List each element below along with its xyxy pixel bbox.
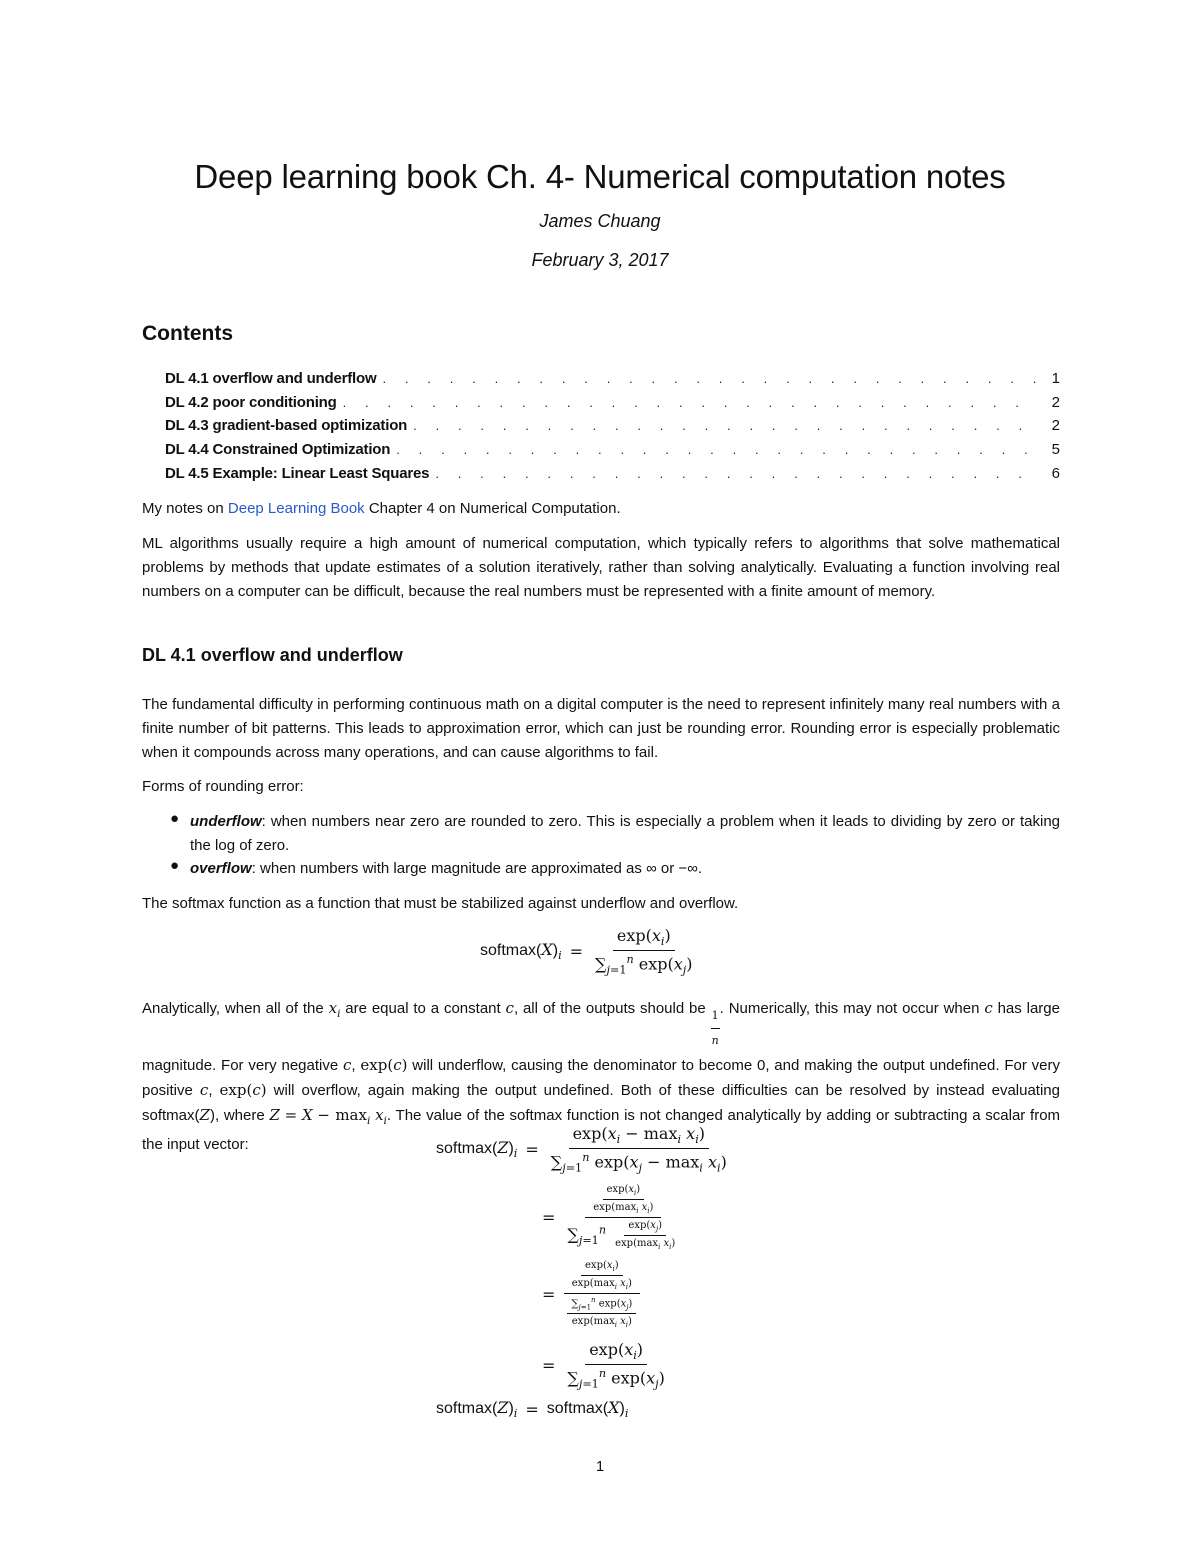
bullet-item	[190, 810, 1060, 858]
text: are equal to a constant	[340, 1000, 506, 1017]
toc-entry-page: 5	[1051, 441, 1060, 458]
toc-entry-label: DL 4.2 poor conditioning	[165, 394, 337, 411]
toc-entry[interactable]	[165, 441, 1060, 463]
softmax-equation: $softmax(X)_i$ = $\frac{\exp(x_i)}{\sum_{j=1}^n \exp(x_j)}$	[480, 926, 693, 977]
text: , all of the outputs should be	[513, 1000, 711, 1017]
text: has large magnitude. For very negative	[142, 1000, 1060, 1074]
text: ), where	[209, 1107, 270, 1124]
toc-entry-label: DL 4.3 gradient-based optimization	[165, 417, 408, 434]
derivation-line-3: = $\frac{\frac{\exp(x_i)}{\exp(\max_i x_i)}}{\frac{\sum_{j=1}^n \exp(x_j)}{\exp(\max_i x_i)}}$	[534, 1260, 640, 1329]
derivation-line-1: $softmax(Z)_i$ = $\frac{\exp(x_i - \max_i x_i)}{\sum_{j=1}^n \exp(x_j - \max_i x_i)}$	[436, 1124, 727, 1175]
bullet-text: : when numbers with large magnitude are approximated as ∞ or −∞.	[251, 860, 703, 877]
toc-leader-dots	[382, 371, 1036, 386]
toc-leader-dots	[343, 395, 1036, 410]
toc-entry-page: 6	[1051, 465, 1060, 482]
intro-paragraph-1	[142, 497, 1060, 521]
text: . The value of the softmax function is not changed analytically by adding or subtracting a scalar from the input vector:	[142, 1107, 1061, 1153]
bullet-icon: ●	[170, 857, 180, 874]
section-heading: DL 4.1 overflow and underflow	[142, 645, 403, 665]
toc-leader-dots	[413, 418, 1036, 433]
intro-paragraph-2: ML algorithms usually require a high amount of numerical computation, which typically refers to algorithms that solve mathematical problems by methods that update estimates of a solution iteratively, rather than solving analytically. Evaluating a function involving real numbers on a computer can be difficult, because the real numbers must be represented with a finite amount of memory.	[142, 535, 1060, 600]
text: will underflow, causing the denominator to become 0, and making the output undefined. For very positive	[142, 1057, 1060, 1099]
softmax-intro: The softmax function as a function that must be stabilized against underflow and overflow.	[142, 895, 739, 912]
intro-text: Chapter 4 on Numerical Computation.	[364, 500, 621, 517]
paper-title: Deep learning book Ch. 4- Numerical computation notes	[194, 158, 1006, 195]
toc-entry[interactable]	[165, 465, 1060, 487]
toc-leader-dots	[435, 466, 1036, 481]
page-number: 1	[595, 1458, 605, 1475]
toc-entry-label: DL 4.4 Constrained Optimization	[165, 441, 391, 458]
intro-text: My notes on	[142, 500, 228, 517]
contents-heading: Contents	[142, 322, 233, 345]
toc-entry[interactable]	[165, 394, 1060, 416]
toc-entry-page: 2	[1051, 417, 1060, 434]
text: Analytically, when all of the	[142, 1000, 329, 1017]
paper-date: February 3, 2017	[531, 250, 669, 270]
bullet-term: underflow	[190, 813, 262, 830]
toc-entry-label: DL 4.1 overflow and underflow	[165, 370, 377, 387]
bullet-text: : when numbers near zero are rounded to zero. This is especially a problem when it leads to dividing by zero or taking the log of zero.	[190, 813, 1060, 854]
analytic-paragraph: Analytically, when all of the $x_i$ are equal to a constant c, all of the outputs should be $\frac{1}{n}$ . Numerically, this may not occur when c has large magnitude. For very negative c, exp(c) will underflow, causing the denominator to become 0, and making the output undefined. For very positive c, exp(c) will overflow, again making the output undefined. Both of these difficulties can be resolved by instead evaluating softmax(Z), where $Z = X - \max_i x_i$. The value of the softmax function is not changed analytically by adding or subtracting a scalar from the input vector:	[142, 999, 1061, 1153]
toc-entry-page: 1	[1051, 370, 1060, 387]
bullet-icon: ●	[170, 810, 180, 827]
derivation-line-4: = $\frac{\exp(x_i)}{\sum_{j=1}^n \exp(x_j)}$	[542, 1340, 665, 1391]
text: will overflow, again making the output undefined. Both of these difficulties can be resolved by instead evaluating softmax(	[142, 1082, 1060, 1124]
toc-entry[interactable]	[165, 370, 1060, 392]
bullet-item	[190, 857, 1060, 881]
toc-entry-page: 2	[1051, 394, 1060, 411]
derivation-line-2: = $\frac{\exp(x_i)}{\exp(\max_i x_i)}$ $\sum_{j=1}^n$ $\frac{\exp(x_j)}{\exp(\max_i x_i)}$	[542, 1184, 676, 1251]
toc-entry-label: DL 4.5 Example: Linear Least Squares	[165, 465, 430, 482]
toc-entry[interactable]	[165, 417, 1060, 439]
deep-learning-book-link[interactable]: Deep Learning Book	[227, 500, 365, 517]
section-paragraph: The fundamental difficulty in performing continuous math on a digital computer is the need to represent infinitely many real numbers with a finite number of bit patterns. This leads to approximation error, which can just be rounding error. Rounding error is especially problematic when it compounds across many operations, and can cause algorithms to fail.	[142, 696, 1060, 761]
bullet-term: overflow	[190, 860, 252, 877]
derivation-result: $softmax(Z)_i$ = $softmax(X)_i$	[436, 1398, 629, 1421]
forms-intro: Forms of rounding error:	[142, 778, 304, 795]
toc-leader-dots	[396, 442, 1036, 457]
text: . Numerically, this may not occur when	[719, 1000, 985, 1017]
paper-author: James Chuang	[539, 211, 661, 231]
